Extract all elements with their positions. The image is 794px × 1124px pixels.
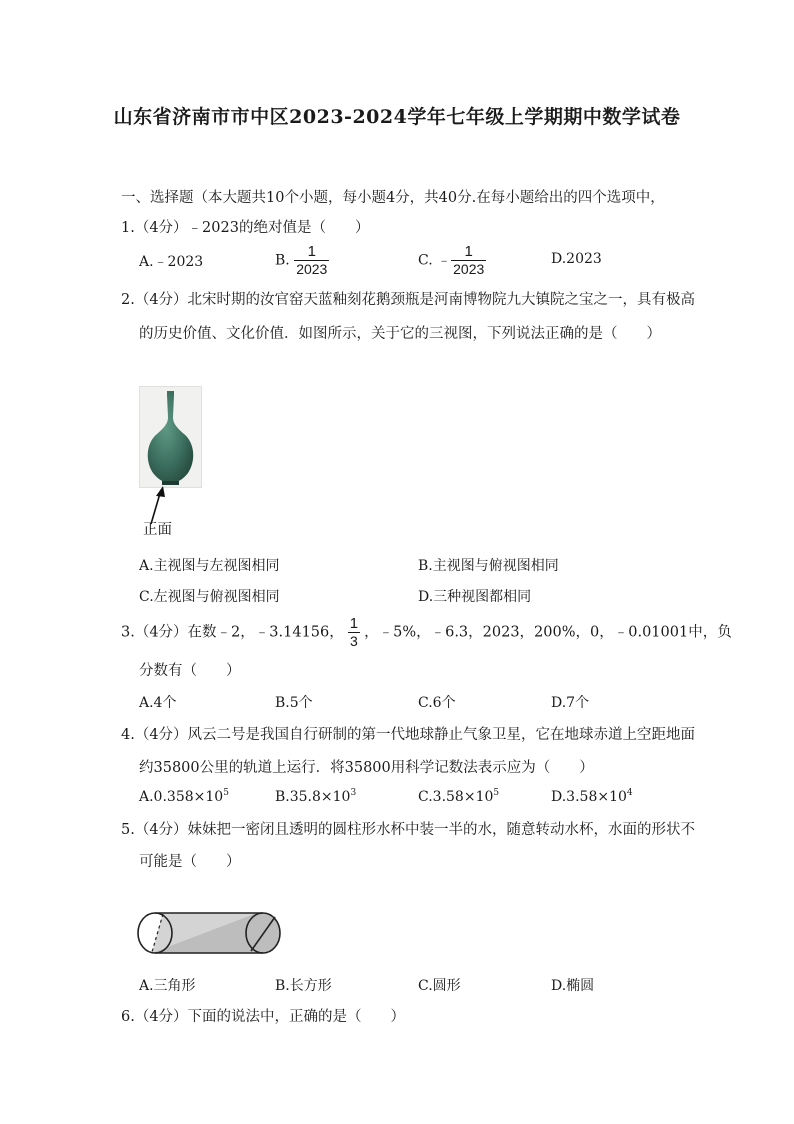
- question-4-option-b[interactable]: [275, 788, 356, 805]
- option-c-text: C.3.58×10: [418, 789, 494, 805]
- question-2-option-c[interactable]: C.左视图与俯视图相同: [139, 589, 280, 605]
- question-3-line-2: 分数有（ ）: [139, 663, 241, 679]
- front-view-label: 正面: [143, 522, 172, 538]
- exponent: 3: [350, 788, 357, 798]
- question-4-line-1: 4.（4分）风云二号是我国自行研制的第一代地球静止气象卫星，它在地球赤道上空距地面: [121, 727, 696, 743]
- fraction: [451, 244, 486, 277]
- question-4-line-2: 约35800公里的轨道上运行．将35800用科学记数法表示应为（ ）: [139, 760, 594, 776]
- question-2-option-b[interactable]: B.主视图与俯视图相同: [418, 558, 559, 574]
- fraction: [294, 244, 329, 277]
- question-3-part-1: 3.（4分）在数﹣2，﹣3.14156，: [121, 624, 344, 641]
- question-5-option-b[interactable]: B.长方形: [275, 978, 332, 994]
- question-1-option-b[interactable]: [275, 244, 329, 277]
- fraction-denominator: 2023: [296, 261, 328, 277]
- question-5-line-1: 5.（4分）妹妹把一密闭且透明的圆柱形水杯中装一半的水，随意转动水杯，水面的形状不: [121, 822, 696, 838]
- question-4-option-d[interactable]: [551, 788, 633, 805]
- vase-image: [139, 386, 202, 488]
- question-5-option-d[interactable]: D.椭圆: [551, 978, 595, 994]
- question-1-option-c[interactable]: [418, 244, 486, 277]
- question-5-line-2: 可能是（ ）: [139, 854, 241, 870]
- question-5-option-c[interactable]: C.圆形: [418, 978, 461, 994]
- question-2-line-1: 2.（4分）北宋时期的汝官窑天蓝釉刻花鹅颈瓶是河南博物院九大镇院之宝之一，具有极高: [121, 292, 696, 308]
- question-1-option-a[interactable]: A.﹣2023: [139, 254, 204, 270]
- question-3-option-a[interactable]: A.4个: [139, 695, 177, 711]
- fraction-denominator: 3: [350, 633, 358, 649]
- negative-sign: ﹣: [437, 252, 452, 269]
- question-3-option-b[interactable]: B.5个: [275, 695, 313, 711]
- fraction-numerator: 1: [464, 243, 473, 260]
- question-2-option-a[interactable]: A.主视图与左视图相同: [139, 558, 280, 574]
- question-1-option-d[interactable]: D.2023: [551, 251, 602, 267]
- option-d-text: D.3.58×10: [551, 789, 627, 805]
- question-2-line-2: 的历史价值、文化价值．如图所示，关于它的三视图，下列说法正确的是（ ）: [139, 326, 661, 342]
- question-3-line-1: [121, 616, 732, 649]
- question-3-part-2: ，﹣5%，﹣6.3，2023，200%，0，﹣0.01001中，负: [364, 624, 732, 641]
- fraction-numerator: 1: [307, 243, 316, 260]
- fraction-denominator: 2023: [453, 261, 485, 277]
- fraction: [348, 616, 360, 649]
- option-b-label: B.: [275, 252, 290, 269]
- cylinder-figure: [135, 910, 285, 960]
- question-6-stem: 6.（4分）下面的说法中，正确的是（ ）: [121, 1009, 406, 1025]
- page-title: 山东省济南市市中区2023-2024学年七年级上学期期中数学试卷: [113, 106, 681, 128]
- question-4-option-a[interactable]: [139, 788, 229, 805]
- question-3-option-c[interactable]: C.6个: [418, 695, 456, 711]
- question-1-stem: 1.（4分）﹣2023的绝对值是（ ）: [121, 220, 370, 236]
- section-heading: 一、选择题（本大题共10个小题，每小题4分，共40分.在每小题给出的四个选项中，: [121, 190, 665, 206]
- option-a-text: A.0.358×10: [139, 789, 224, 805]
- fraction-numerator: 1: [349, 615, 359, 632]
- exponent: 4: [626, 788, 633, 798]
- option-c-label: C.: [418, 252, 433, 269]
- exponent: 5: [493, 788, 500, 798]
- exponent: 5: [223, 788, 229, 798]
- question-2-option-d[interactable]: D.三种视图都相同: [418, 589, 532, 605]
- option-b-text: B.35.8×10: [275, 789, 351, 805]
- question-5-option-a[interactable]: A.三角形: [139, 978, 196, 994]
- question-3-option-d[interactable]: D.7个: [551, 695, 590, 711]
- question-4-option-c[interactable]: [418, 788, 499, 805]
